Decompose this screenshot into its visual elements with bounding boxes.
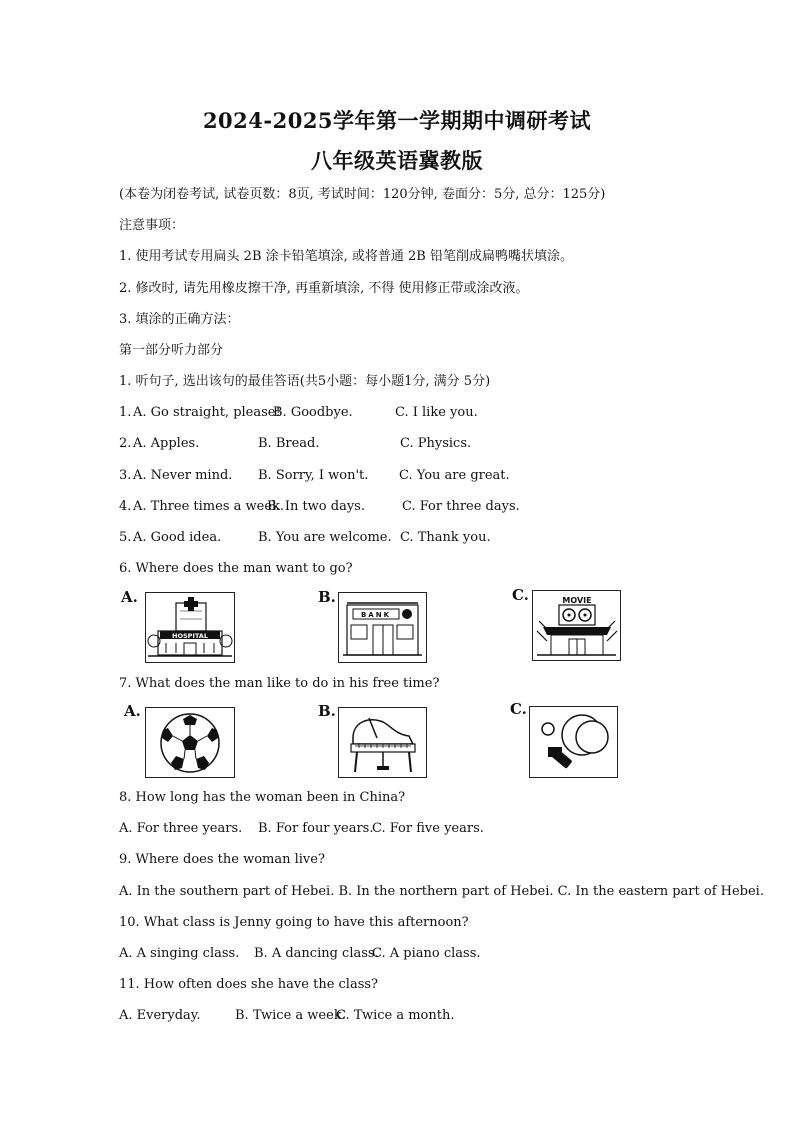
option-a: A. Never mind. <box>133 468 233 483</box>
question-6-text: 6. Where does the man want to go? <box>119 561 353 576</box>
part-heading: 第一部分听力部分 <box>119 343 224 358</box>
question-number: 1. <box>119 405 132 420</box>
notice-item: 2. 修改时, 请先用橡皮擦干净, 再重新填涂, 不得 使用修正带或涂改液。 <box>119 281 529 296</box>
option-a: A. Everyday. <box>119 1008 201 1023</box>
bank-sign: BANK <box>360 611 392 619</box>
option-a: A. For three years. <box>119 821 243 836</box>
notice-item: 1. 使用考试专用扁头 2B 涂卡铅笔填涂, 或将普通 2B 铅笔削成扁鸭嘴状填涂。 <box>119 249 573 264</box>
notice-item: 3. 填涂的正确方法： <box>119 312 240 327</box>
option-c: C. Twice a month. <box>336 1008 455 1023</box>
option-b: B. Sorry, I won't. <box>258 468 369 483</box>
question-number: 5. <box>119 530 132 545</box>
table-tennis-paddle-icon <box>530 707 617 777</box>
option-b: B. For four years. <box>258 821 374 836</box>
movie-sign: MOVIE <box>562 596 592 605</box>
cinema-picture <box>532 590 621 661</box>
football-picture <box>145 707 235 778</box>
hospital-icon <box>146 593 234 662</box>
option-c: C. A piano class. <box>372 946 481 961</box>
piano-picture <box>338 707 427 778</box>
option-c: C. I like you. <box>395 405 478 420</box>
option-b: B. Goodbye. <box>273 405 353 420</box>
question-9-text: 9. Where does the woman live? <box>119 852 325 867</box>
question-9-options: A. In the southern part of Hebei. B. In the northern part of Hebei. C. In the eastern part of Hebei. <box>119 884 764 899</box>
question-11-text: 11. How often does she have the class? <box>119 977 379 992</box>
hospital-picture <box>145 592 235 663</box>
option-c: C. Thank you. <box>400 530 491 545</box>
hospital-sign: HOSPITAL <box>172 632 208 640</box>
question-8-text: 8. How long has the woman been in China? <box>119 790 406 805</box>
question-number: 3. <box>119 468 132 483</box>
option-label-b: B. <box>318 702 336 720</box>
option-b: B. A dancing class. <box>254 946 379 961</box>
question-10-text: 10. What class is Jenny going to have this afternoon? <box>119 915 469 930</box>
option-label-b: B. <box>318 588 336 606</box>
option-b: B. You are welcome. <box>258 530 392 545</box>
ping-pong-picture <box>529 706 618 778</box>
option-label-a: A. <box>124 702 141 720</box>
option-b: B. Twice a week. <box>235 1008 346 1023</box>
option-b: B. Bread. <box>258 436 320 451</box>
option-a: A. Good idea. <box>133 530 222 545</box>
exam-title: 2024-2025学年第一学期期中调研考试 <box>202 108 592 133</box>
piano-icon <box>339 708 426 777</box>
bank-icon <box>339 593 426 662</box>
option-c: C. For three days. <box>402 499 520 514</box>
exam-subtitle: 八年级英语冀教版 <box>311 148 483 173</box>
option-c: C. For five years. <box>372 821 484 836</box>
option-a: A. Go straight, please! <box>133 405 281 420</box>
option-a: A. Three times a week. <box>133 499 285 514</box>
question-7-text: 7. What does the man like to do in his free time? <box>119 676 440 691</box>
option-label-c: C. <box>512 586 529 604</box>
option-a: A. A singing class. <box>119 946 240 961</box>
movie-theater-icon <box>533 591 620 660</box>
section-instruction: 1. 听句子, 选出该句的最佳答语(共5小题：每小题1分, 满分 5分) <box>119 374 491 389</box>
question-number: 4. <box>119 499 132 514</box>
option-b: B. In two days. <box>267 499 365 514</box>
option-c: C. You are great. <box>399 468 510 483</box>
option-label-a: A. <box>121 588 138 606</box>
option-c: C. Physics. <box>400 436 472 451</box>
exam-info: (本卷为闭卷考试, 试卷页数：8页, 考试时间：120分钟, 卷面分：5分, 总分：125分) <box>119 187 606 202</box>
option-label-c: C. <box>510 700 527 718</box>
option-a: A. Apples. <box>133 436 200 451</box>
notice-heading: 注意事项： <box>119 218 185 233</box>
soccer-ball-icon <box>146 708 234 777</box>
question-number: 2. <box>119 436 132 451</box>
bank-picture <box>338 592 427 663</box>
